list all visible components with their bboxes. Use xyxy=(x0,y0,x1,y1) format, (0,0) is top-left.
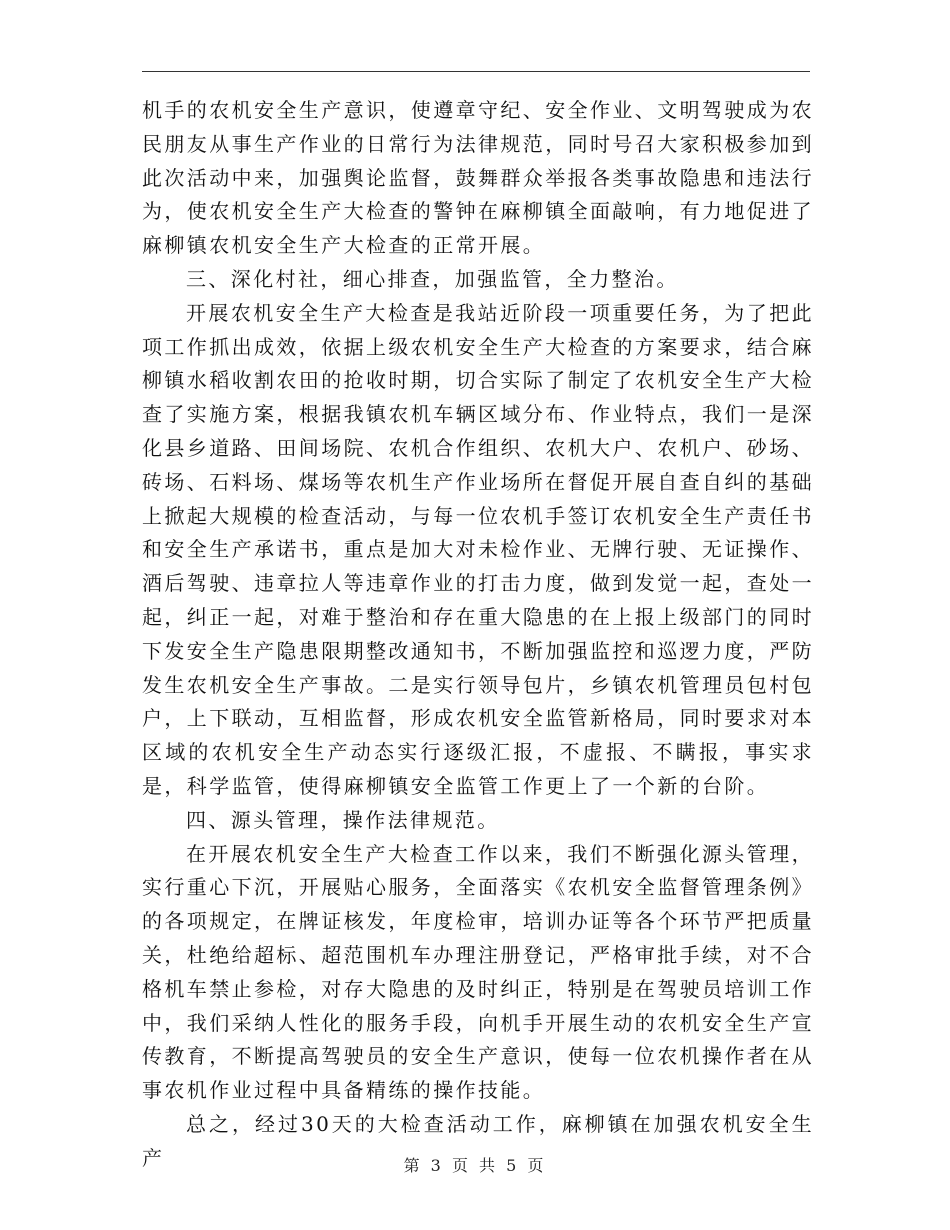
paragraph-4: 总之，经过30天的大检查活动工作，麻柳镇在加强农机安全生产 xyxy=(142,1111,814,1170)
paragraph-2: 开展农机安全生产大检查是我站近阶段一项重要任务，为了把此项工作抓出成效，依据上级农机安全生产大检查的方案要求，结合麻柳镇水稻收割农田的抢收时期，切合实际了制定了农机安全生产大检查了实施方案，根据我镇农机车辆区域分布、作业特点，我们一是深化县乡道路、田间场院、农机合作组织、农机大户、农机户、砂场、砖场、石料场、煤场等农机生产作业场所在督促开展自查自纠的基础上掀起大规模的检查活动，与每一位农机手签订农机安全生产责任书和安全生产承诺书，重点是加大对未检作业、无牌行驶、无证操作、酒后驾驶、违章拉人等违章作业的打击力度，做到发觉一起，查处一起，纠正一起，对难于整治和存在重大隐患的在上报上级部门的同时下发安全生产隐患限期整改通知书，不断加强监控和巡逻力度，严防发生农机安全生产事故。二是实行领导包片，乡镇农机管理员包村包户，上下联动，互相监督，形成农机安全监管新格局，同时要求对本区域的农机安全生产动态实行逐级汇报，不虚报、不瞒报，事实求是，科学监管，使得麻柳镇安全监管工作更上了一个新的台阶。 xyxy=(142,300,814,798)
header-rule xyxy=(142,71,810,72)
section-heading-3: 三、深化村社，细心排查，加强监管，全力整治。 xyxy=(186,266,679,291)
document-body xyxy=(142,94,814,1176)
section-heading-4: 四、源头管理，操作法律规范。 xyxy=(186,807,500,832)
paragraph-1: 机手的农机安全生产意识，使遵章守纪、安全作业、文明驾驶成为农民朋友从事生产作业的日常行为法律规范，同时号召大家积极参加到此次活动中来，加强舆论监督，鼓舞群众举报各类事故隐患和违法行为，使农机安全生产大检查的警钟在麻柳镇全面敲响，有力地促进了麻柳镇农机安全生产大检查的正常开展。 xyxy=(142,98,814,258)
paragraph-3: 在开展农机安全生产大检查工作以来，我们不断强化源头管理，实行重心下沉，开展贴心服务，全面落实《农机安全监督管理条例》的各项规定，在牌证核发，年度检审，培训办证等各个环节严把质量关，杜绝给超标、超范围机车办理注册登记，严格审批手续，对不合格机车禁止参检，对存大隐患的及时纠正，特别是在驾驶员培训工作中，我们采纳人性化的服务手段，向机手开展生动的农机安全生产宣传教育，不断提高驾驶员的安全生产意识，使每一位农机操作者在从事农机作业过程中具备精练的操作技能。 xyxy=(142,841,814,1103)
page-number-footer: 第 3 页 共 5 页 xyxy=(403,1156,547,1175)
